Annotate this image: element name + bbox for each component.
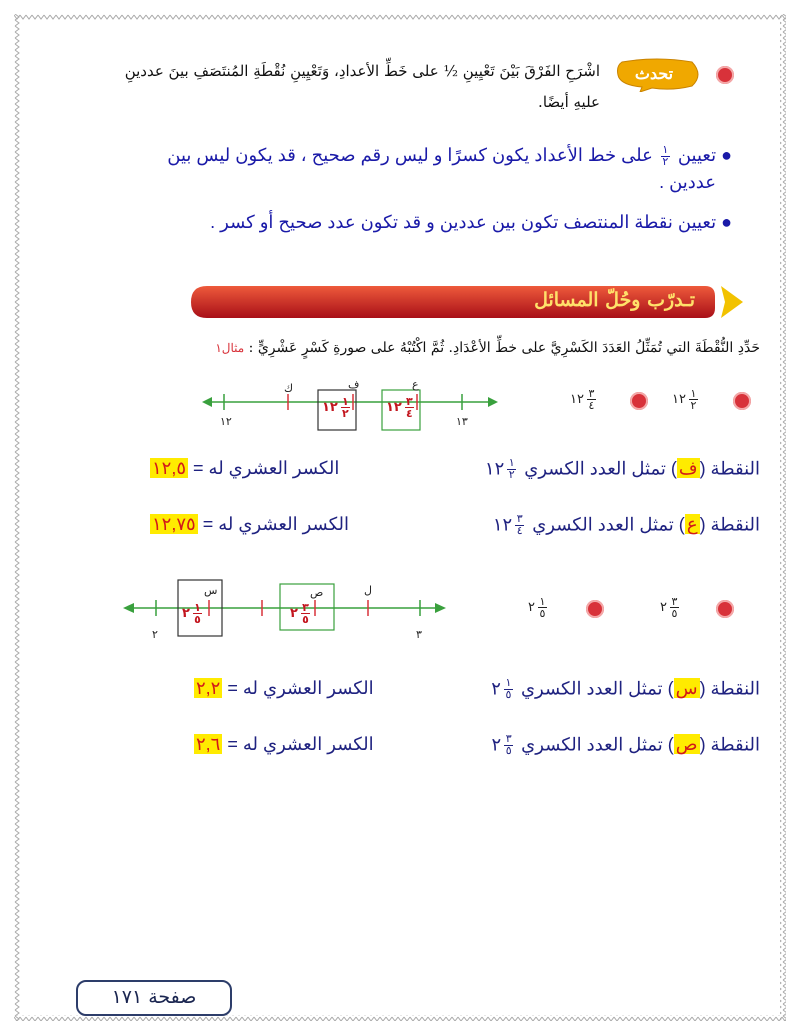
nl1-point-k: ك bbox=[284, 382, 294, 395]
result-s-decimal: الكسر العشري له = ٢,٢ bbox=[196, 678, 374, 698]
result-a-decimal: الكسر العشري له = ١٢,٧٥ bbox=[152, 514, 350, 534]
result-f: النقطة (ف) تمثل العدد الكسري $\frac{١}{٢}$ ١٢ bbox=[484, 457, 760, 481]
answer-bullet-2: ● تعيين نقطة المنتصف تكون بين عددين و قد تكون عدد صحيح أو كسر . bbox=[210, 212, 732, 232]
nl1-left-label: ١٢ bbox=[220, 415, 232, 428]
exercise-marker-7 bbox=[586, 600, 604, 622]
box-sad-value: ٢ $\frac{٣}{٥}$ bbox=[290, 601, 309, 626]
decimal-highlight: ١٢,٧٥ bbox=[152, 514, 196, 534]
answer-fraction: $\frac{١}{٢}$ bbox=[662, 143, 669, 168]
result-f-decimal: الكسر العشري له = ١٢,٥ bbox=[152, 458, 340, 478]
decimal-highlight: ١٢,٥ bbox=[152, 458, 187, 478]
page-number-box bbox=[76, 980, 232, 1016]
nl2-point-s: س bbox=[204, 584, 218, 597]
nl2-right-label: ٣ bbox=[416, 628, 422, 641]
exercise-marker-9 bbox=[733, 392, 751, 414]
right-arrow-icon bbox=[435, 603, 446, 613]
answer-bullet-1: ● تعيين $\frac{١}{٢}$ على خط الأعداد يكون كسرًا و ليس رقم صحيح ، قد يكون ليس بين bbox=[167, 143, 732, 168]
exercise-marker-10 bbox=[630, 392, 648, 414]
result-sad-decimal: الكسر العشري له = ٢,٦ bbox=[196, 734, 374, 754]
exercise-9-value: ١٢ $\frac{١}{٢}$ bbox=[672, 387, 697, 412]
instructions: حَدِّدِ النُّقْطَةَ التي تُمَثِّلُ العَدَدَ الكَسْرِيَّ على خطِّ الأعْدَادِ. ثُمَّ اكْتُبْهُ على صورةِ كَسْرٍ عَشْرِيٍّ : مثال١ bbox=[215, 340, 760, 356]
exercise-marker-8 bbox=[716, 600, 734, 622]
exercise-10-value: ١٢ $\frac{٣}{٤}$ bbox=[570, 387, 595, 412]
nl1-point-a: ع bbox=[412, 378, 419, 391]
question-number-marker bbox=[716, 66, 734, 88]
exercise-8-value: ٢ $\frac{٣}{٥}$ bbox=[660, 595, 678, 620]
nl2-point-l: ل bbox=[364, 584, 372, 597]
box-s-value: ٢ $\frac{١}{٥}$ bbox=[182, 601, 201, 626]
talk-badge-label: تحدث bbox=[634, 64, 674, 83]
practice-banner bbox=[185, 282, 745, 322]
answer-bullet-1-continued: عددين . bbox=[659, 172, 716, 192]
banner-title: تـدرّب وحُلّ المسائل bbox=[534, 289, 695, 311]
example-reference: مثال١ bbox=[215, 341, 245, 355]
number-line-2 bbox=[120, 576, 450, 642]
left-arrow-icon bbox=[202, 397, 212, 407]
talk-badge bbox=[612, 58, 702, 92]
challenge-line-1: اشْرَحِ الفَرْقَ بَيْنَ تَعْيِينِ ½ على خَطِّ الأعدادِ، وَتَعْيِينِ نُقْطَةِ المُنتَصَفِ بينَ عددينِ bbox=[124, 62, 600, 80]
result-s: النقطة (س) تمثل العدد الكسري $\frac{١}{٥}$ ٢ bbox=[491, 677, 760, 701]
right-arrow-icon bbox=[488, 397, 498, 407]
nl2-left-label: ٢ bbox=[152, 628, 158, 641]
nl1-point-f: ف bbox=[348, 378, 360, 391]
bullet-dot: ● bbox=[716, 145, 732, 165]
challenge-line-2: عليهِ أيضًا. bbox=[538, 93, 600, 111]
decimal-highlight: ٢,٢ bbox=[196, 678, 221, 698]
exercise-7-value: ٢ $\frac{١}{٥}$ bbox=[528, 595, 546, 620]
result-a: النقطة (ع) تمثل العدد الكسري $\frac{٣}{٤}$ ١٢ bbox=[492, 513, 760, 537]
box-f-value: ١٢ $\frac{١}{٢}$ bbox=[322, 395, 349, 420]
result-sad: النقطة (ص) تمثل العدد الكسري $\frac{٣}{٥}$ ٢ bbox=[491, 733, 760, 757]
bullet-dot: ● bbox=[716, 212, 732, 232]
nl1-right-label: ١٣ bbox=[456, 415, 468, 428]
left-arrow-icon bbox=[123, 603, 134, 613]
box-a-value: ١٢ $\frac{٣}{٤}$ bbox=[386, 395, 413, 420]
page-number-label: صفحة ١٧١ bbox=[111, 986, 197, 1008]
nl2-point-sad: ص bbox=[310, 586, 324, 599]
decimal-highlight: ٢,٦ bbox=[196, 734, 221, 754]
